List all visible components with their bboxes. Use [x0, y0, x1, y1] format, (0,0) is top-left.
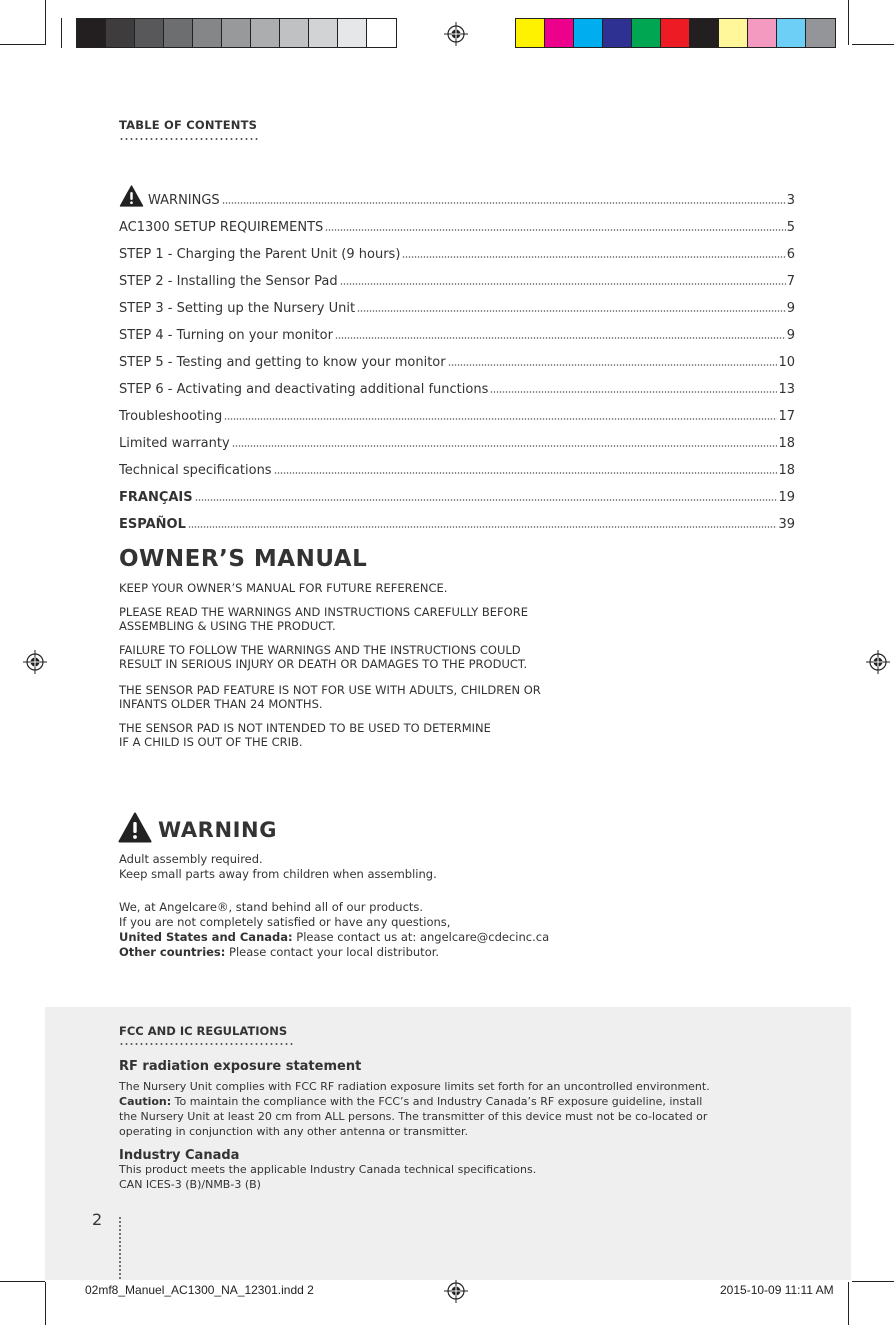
- toc-leader-dots: [490, 391, 777, 393]
- toc-entry-label: FRANÇAIS: [119, 490, 193, 505]
- toc-leader-dots: [357, 310, 786, 312]
- color-swatch: [690, 19, 719, 47]
- toc-entry-label: STEP 3 - Setting up the Nursery Unit: [119, 301, 356, 316]
- color-swatch: [309, 19, 338, 47]
- toc-entry[interactable]: [119, 208, 795, 235]
- table-of-contents: [119, 181, 795, 532]
- crop-mark: [61, 18, 62, 48]
- color-swatch: [748, 19, 777, 47]
- toc-entry-label: Limited warranty: [119, 436, 230, 451]
- color-swatch: [516, 19, 545, 47]
- color-swatch: [777, 19, 806, 47]
- toc-entry[interactable]: [119, 505, 795, 532]
- toc-entry-label: ESPAÑOL: [119, 517, 186, 532]
- crop-mark: [0, 44, 45, 45]
- toc-title: TABLE OF CONTENTS: [119, 118, 258, 132]
- toc-entry[interactable]: [119, 316, 795, 343]
- registration-mark-icon: [23, 650, 47, 674]
- toc-entry[interactable]: [119, 181, 795, 208]
- color-swatch: [106, 19, 135, 47]
- color-swatch: [280, 19, 309, 47]
- toc-leader-dots: [335, 337, 786, 339]
- toc-entry-page: 6: [786, 247, 795, 262]
- crop-mark: [0, 1281, 45, 1282]
- owners-manual-title: OWNER’S MANUAL: [119, 546, 368, 572]
- industry-canada-text: This product meets the applicable Industry Canada technical specifications. CAN ICES-3 (B)/NMB-3 (B): [119, 1163, 537, 1191]
- toc-entry-page: 7: [786, 274, 795, 289]
- toc-entry-label: STEP 6 - Activating and deactivating additional functions: [119, 382, 489, 397]
- toc-entry-label: Technical specifications: [119, 463, 272, 478]
- color-swatch: [251, 19, 280, 47]
- crop-mark: [45, 1282, 46, 1325]
- warning-triangle-icon: [118, 812, 152, 843]
- toc-leader-dots: [232, 445, 778, 447]
- toc-entry[interactable]: [119, 451, 795, 478]
- color-swatch: [77, 19, 106, 47]
- process-color-bar: [515, 18, 836, 48]
- warning-text: Adult assembly required. Keep small parts away from children when assembling.: [119, 852, 437, 881]
- color-swatch: [222, 19, 251, 47]
- contact-region-label: United States and Canada:: [119, 930, 293, 944]
- toc-entry-label: STEP 5 - Testing and getting to know your monitor: [119, 355, 446, 370]
- page-number: 2: [92, 1210, 103, 1229]
- toc-entry-page: 39: [778, 517, 795, 532]
- toc-entry[interactable]: [119, 397, 795, 424]
- contact-info: We, at Angelcare®, stand behind all of our products. If you are not completely satisfied or have any questions, United States and Canada: Please contact us at: angelcare@cdecinc.ca Other countries: Please contact your local distributor.: [119, 900, 550, 959]
- toc-entry-page: 18: [778, 436, 795, 451]
- registration-mark-icon: [444, 1279, 468, 1303]
- owners-manual-paragraph: THE SENSOR PAD IS NOT INTENDED TO BE USED TO DETERMINE IF A CHILD IS OUT OF THE CRIB.: [119, 721, 491, 749]
- toc-entry-label: WARNINGS: [119, 185, 221, 208]
- toc-entry-page: 9: [786, 328, 795, 343]
- rf-statement-heading: RF radiation exposure statement: [119, 1059, 362, 1074]
- toc-entry-page: 9: [786, 301, 795, 316]
- color-swatch: [719, 19, 748, 47]
- toc-entry-label: STEP 1 - Charging the Parent Unit (9 hours): [119, 247, 401, 262]
- toc-leader-dots: [402, 256, 785, 258]
- dotted-divider: [119, 138, 259, 140]
- toc-leader-dots: [325, 229, 785, 231]
- toc-entry-label: Troubleshooting: [119, 409, 223, 424]
- warning-title: WARNING: [158, 818, 278, 842]
- fcc-heading: FCC AND IC REGULATIONS: [119, 1024, 288, 1038]
- toc-entry[interactable]: [119, 262, 795, 289]
- toc-entry-page: 19: [778, 490, 795, 505]
- toc-entry[interactable]: [119, 370, 795, 397]
- caution-label: Caution:: [119, 1095, 172, 1108]
- crop-mark: [852, 44, 894, 45]
- toc-entry-page: 17: [778, 409, 795, 424]
- toc-leader-dots: [195, 499, 778, 501]
- toc-leader-dots: [188, 526, 778, 528]
- crop-mark: [848, 0, 849, 45]
- toc-entry-label: STEP 2 - Installing the Sensor Pad: [119, 274, 338, 289]
- color-swatch: [338, 19, 367, 47]
- slug-filename: 02mf8_Manuel_AC1300_NA_12301.indd 2: [85, 1283, 314, 1297]
- dotted-divider: [119, 1043, 294, 1045]
- toc-leader-dots: [224, 418, 777, 420]
- grayscale-color-bar: [76, 18, 397, 48]
- owners-manual-paragraph: FAILURE TO FOLLOW THE WARNINGS AND THE INSTRUCTIONS COULD RESULT IN SERIOUS INJURY OR DEATH OR DAMAGES TO THE PRODUCT.: [119, 643, 528, 671]
- industry-canada-heading: Industry Canada: [119, 1148, 240, 1163]
- crop-mark: [45, 0, 46, 45]
- toc-entry[interactable]: [119, 424, 795, 451]
- color-swatch: [661, 19, 690, 47]
- color-swatch: [806, 19, 835, 47]
- owners-manual-paragraph: KEEP YOUR OWNER’S MANUAL FOR FUTURE REFERENCE.: [119, 581, 448, 595]
- toc-entry-label: STEP 4 - Turning on your monitor: [119, 328, 333, 343]
- toc-entry[interactable]: [119, 478, 795, 505]
- contact-region-label: Other countries:: [119, 945, 226, 959]
- fcc-regulations-panel: [45, 1007, 851, 1280]
- toc-entry[interactable]: [119, 289, 795, 316]
- color-swatch: [545, 19, 574, 47]
- crop-mark: [852, 1281, 894, 1282]
- owners-manual-paragraph: THE SENSOR PAD FEATURE IS NOT FOR USE WITH ADULTS, CHILDREN OR INFANTS OLDER THAN 24 MONTHS.: [119, 683, 541, 711]
- toc-entry-label: AC1300 SETUP REQUIREMENTS: [119, 220, 324, 235]
- toc-leader-dots: [222, 202, 786, 204]
- toc-entry[interactable]: [119, 235, 795, 262]
- color-swatch: [574, 19, 603, 47]
- toc-leader-dots: [340, 283, 786, 285]
- toc-entry[interactable]: [119, 343, 795, 370]
- toc-leader-dots: [448, 364, 778, 366]
- toc-entry-page: 5: [786, 220, 795, 235]
- color-swatch: [603, 19, 632, 47]
- crop-mark: [848, 1282, 849, 1325]
- registration-mark-icon: [866, 650, 890, 674]
- color-swatch: [135, 19, 164, 47]
- owners-manual-paragraph: PLEASE READ THE WARNINGS AND INSTRUCTIONS CAREFULLY BEFORE ASSEMBLING & USING THE PRODUCT.: [119, 605, 528, 633]
- slug-timestamp: 2015-10-09 11:11 AM: [720, 1283, 834, 1297]
- warning-triangle-icon: [119, 185, 144, 207]
- toc-entry-page: 18: [778, 463, 795, 478]
- toc-leader-dots: [274, 472, 778, 474]
- registration-mark-icon: [444, 22, 468, 46]
- color-swatch: [193, 19, 222, 47]
- toc-entry-page: 3: [786, 193, 795, 208]
- color-swatch: [632, 19, 661, 47]
- toc-entry-page: 10: [778, 355, 795, 370]
- color-swatch: [367, 19, 396, 47]
- rf-statement-text: The Nursery Unit complies with FCC RF radiation exposure limits set forth for an uncontrolled environment. Caution: To maintain the compliance with the FCC’s and Industry Canada’s RF exposure guideline, install the Nursery Unit at least 20 cm from ALL persons. The transmitter of this device must not be co-located or operating in conjunction with any other antenna or transmitter.: [119, 1080, 710, 1138]
- dotted-divider: [119, 1216, 121, 1280]
- color-swatch: [164, 19, 193, 47]
- toc-entry-page: 13: [778, 382, 795, 397]
